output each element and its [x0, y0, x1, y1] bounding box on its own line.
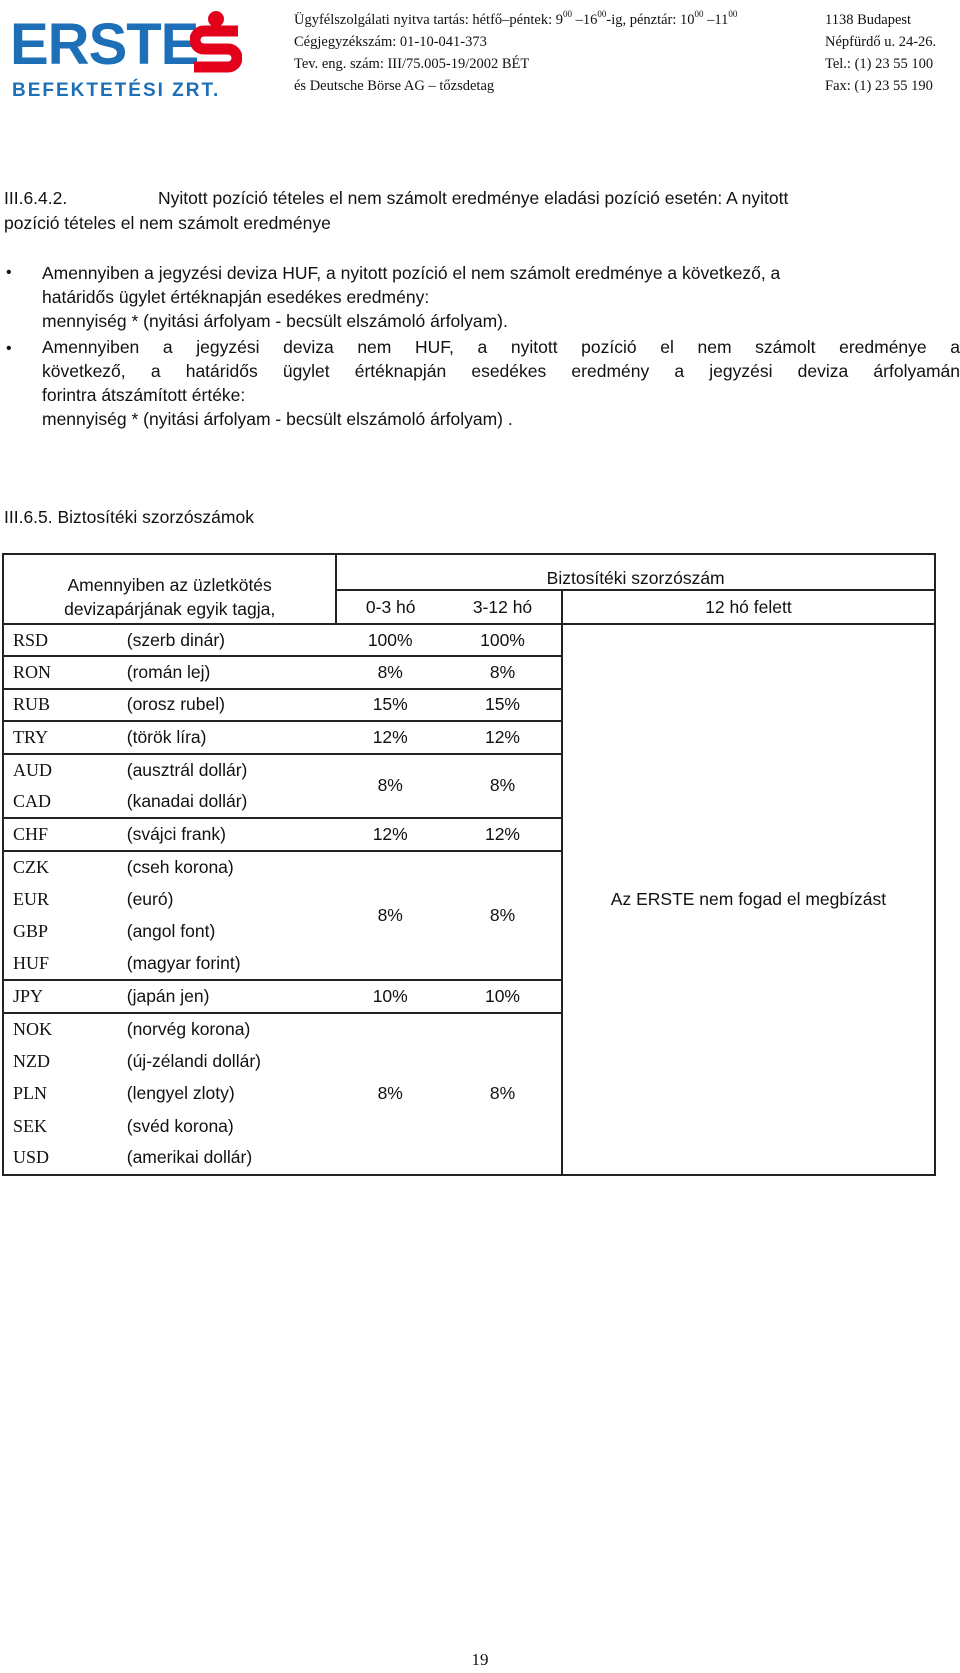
currency-name: (norvég korona)	[127, 1013, 337, 1045]
multiplier-3-12: 10%	[444, 980, 562, 1012]
currency-name: (japán jen)	[127, 980, 337, 1012]
currency-name: (orosz rubel)	[127, 689, 337, 721]
license-number: Tev. eng. szám: III/75.005-19/2002 BÉT	[294, 56, 530, 72]
bullet-icon: •	[6, 264, 12, 281]
currency-code: CAD	[13, 791, 52, 812]
section-title-line-1: Nyitott pozíció tételes el nem számolt eredménye eladási pozíció esetén: A nyitott	[158, 188, 789, 208]
multiplier-3-12: 15%	[444, 689, 562, 721]
multiplier-0-3: 12%	[336, 721, 444, 753]
erste-s-mark-icon	[190, 10, 242, 76]
currency-code: JPY	[3, 980, 127, 1012]
currency-name: (ausztrál dollár)	[127, 754, 337, 786]
multiplier-0-3: 100%	[336, 624, 444, 656]
multiplier-0-3: 8%	[336, 1013, 444, 1175]
multiplier-3-12: 8%	[444, 656, 562, 688]
currency-name: (angol font)	[126, 921, 216, 942]
fax: Fax: (1) 23 55 190	[825, 78, 933, 94]
currency-code: EUR	[13, 888, 49, 909]
col-header-3-12: 3-12 hó	[472, 596, 533, 617]
currency-code: RSD	[3, 624, 127, 656]
bullet-2-line-3: forintra átszámított értéke:	[42, 385, 246, 405]
currency-name: (szerb dinár)	[127, 624, 337, 656]
registration-number: Cégjegyzékszám: 01-10-041-373	[294, 34, 487, 50]
currency-name: (új-zélandi dollár)	[126, 1050, 261, 1071]
currency-name: (kanadai dollár)	[126, 791, 248, 812]
multiplier-3-12: 8%	[444, 851, 562, 981]
phone: Tel.: (1) 23 55 100	[825, 56, 934, 72]
multiplier-0-3: 8%	[336, 656, 444, 688]
currency-code: HUF	[13, 953, 50, 974]
header-company-info	[294, 9, 737, 97]
currency-code: RON	[3, 656, 127, 688]
address-city: 1138 Budapest	[825, 12, 912, 28]
bullet-1-line-1: Amennyiben a jegyzési deviza HUF, a nyitott pozíció el nem számolt eredménye a következő, a	[42, 263, 781, 283]
currency-code: GBP	[13, 921, 49, 942]
currency-code: SEK	[13, 1115, 48, 1136]
bullet-icon: •	[6, 340, 12, 357]
multiplier-3-12: 12%	[444, 721, 562, 753]
currency-code: RUB	[3, 689, 127, 721]
section-title-line-2: pozíció tételes el nem számolt eredménye	[4, 213, 331, 233]
bullet-2-line-1: Amennyiben a jegyzési deviza nem HUF, a nyitott pozíció el nem számolt eredménye a	[42, 337, 960, 357]
margin-multiplier-table	[2, 553, 936, 1176]
multiplier-3-12: 8%	[444, 754, 562, 819]
section-heading: III.6.5. Biztosítéki szorzószámok	[4, 507, 254, 527]
header-left-line-1: Amennyiben az üzletkötés	[67, 575, 272, 595]
table-header-row	[3, 554, 935, 590]
bullet-1-line-2: határidős ügylet értéknapján esedékes eredmény:	[42, 287, 430, 307]
multiplier-3-12: 8%	[444, 1013, 562, 1175]
bullet-1-line-3: mennyiség * (nyitási árfolyam - becsült elszámoló árfolyam).	[42, 311, 508, 331]
currency-code: USD	[13, 1147, 50, 1168]
currency-name: (euró)	[126, 888, 174, 909]
no-orders-note: Az ERSTE nem fogad el megbízást	[562, 624, 935, 1175]
header-address	[825, 9, 936, 97]
header-left-cell	[3, 554, 336, 624]
currency-code: NOK	[3, 1013, 127, 1045]
currency-code: AUD	[3, 754, 127, 786]
section-number: III.6.4.2.	[4, 188, 68, 208]
multiplier-3-12: 12%	[444, 818, 562, 850]
logo-subtitle: BEFEKTETÉSI ZRT.	[12, 80, 221, 101]
exchange-membership: és Deutsche Börse AG – tőzsdetag	[294, 78, 495, 94]
currency-code: PLN	[13, 1083, 48, 1104]
bullet-2-line-2: következő, a határidős ügylet értéknapján esedékes eredmény a jegyzési deviza árfolyamán	[42, 361, 960, 381]
currency-name: (svéd korona)	[126, 1115, 234, 1136]
multiplier-0-3: 12%	[336, 818, 444, 850]
currency-name: (amerikai dollár)	[126, 1147, 253, 1168]
currency-code: CZK	[3, 851, 127, 883]
currency-name: (svájci frank)	[127, 818, 337, 850]
multiplier-0-3: 10%	[336, 980, 444, 1012]
multiplier-0-3: 8%	[336, 754, 444, 819]
table-row	[3, 624, 935, 656]
multiplier-0-3: 8%	[336, 851, 444, 981]
currency-name: (cseh korona)	[127, 851, 337, 883]
currency-name: (magyar forint)	[126, 953, 241, 974]
opening-hours: Ügyfélszolgálati nyitva tartás: hétfő–péntek: $9^{00}$ $-16^{00}-ig$, pénztár: $10^{00}$ $-11^{00}$	[294, 9, 738, 28]
address-street: Népfürdő u. 24-26.	[825, 34, 937, 50]
currency-name: (török líra)	[127, 721, 337, 753]
bullet-2-line-4: mennyiség * (nyitási árfolyam - becsült elszámoló árfolyam) .	[42, 409, 513, 429]
currency-name: (lengyel zloty)	[126, 1083, 235, 1104]
header-group-label: Biztosítéki szorzószám	[336, 554, 935, 590]
currency-code: TRY	[3, 721, 127, 753]
header-left-line-2: devizapárjának egyik tagja,	[64, 599, 276, 619]
col-header-0-3: 0-3 hó	[336, 590, 444, 624]
page-number: 19	[471, 1650, 489, 1669]
currency-code: CHF	[3, 818, 127, 850]
currency-name: (román lej)	[127, 656, 337, 688]
multiplier-3-12: 100%	[444, 624, 562, 656]
multiplier-0-3: 15%	[336, 689, 444, 721]
col-header-12-plus: 12 hó felett	[562, 590, 935, 624]
erste-logo	[10, 8, 242, 101]
currency-code: NZD	[13, 1050, 50, 1071]
logo-wordmark: ERSTE	[10, 12, 199, 77]
